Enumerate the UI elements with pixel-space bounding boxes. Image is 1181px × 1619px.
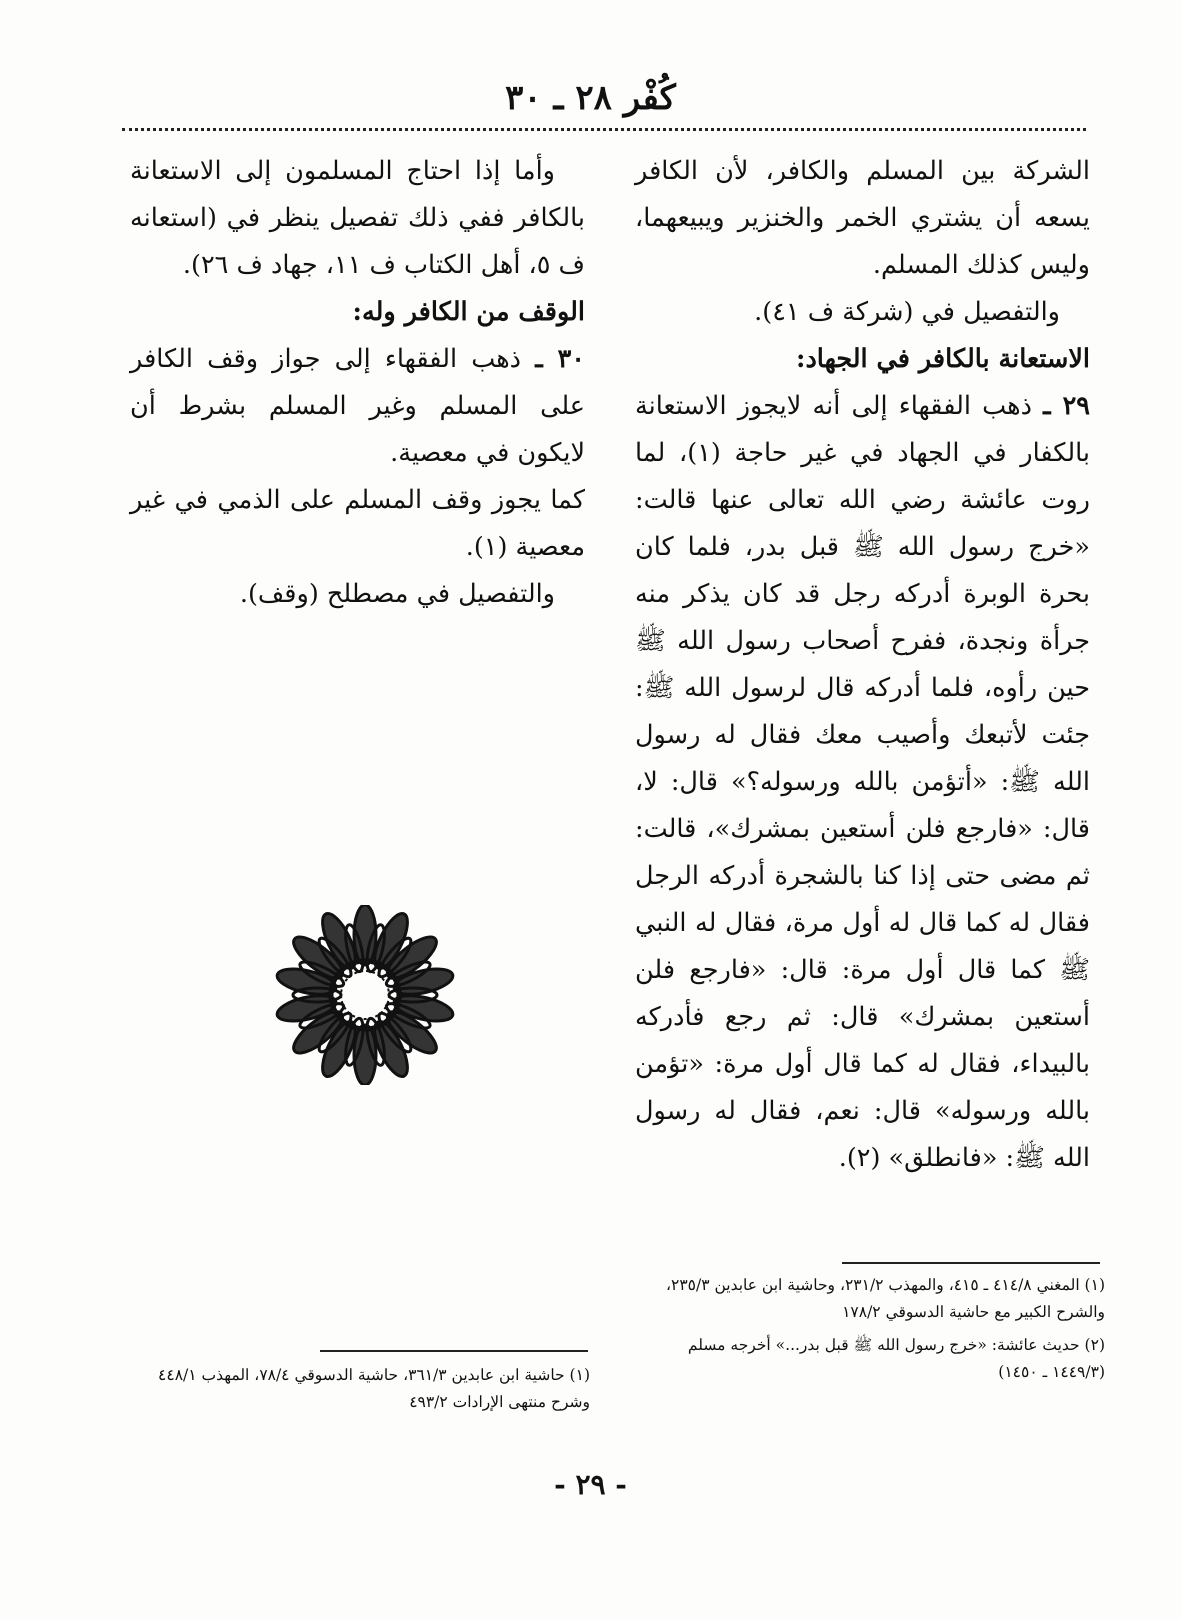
left-paragraph-4: والتفصيل في مصطلح (وقف). [239, 579, 555, 609]
footnote-rule-left [320, 1350, 588, 1352]
right-paragraph-2: والتفصيل في (شركة ف ٤١). [754, 297, 1060, 327]
right-paragraph-29 [635, 383, 1090, 1182]
footnotes-left [135, 1362, 590, 1422]
left-section-heading: الوقف من الكافر وله: [352, 297, 585, 327]
header-dotted-rule [122, 128, 1086, 131]
paragraph-number-29: ٢٩ ـ [1043, 391, 1090, 421]
footnote-rule-right [842, 1262, 1100, 1264]
footnotes-right [655, 1272, 1105, 1392]
page-header-title: كُفْر ٢٨ ـ ٣٠ [505, 78, 676, 118]
right-section-heading: الاستعانة بالكافر في الجهاد: [796, 344, 1090, 374]
footnote-right-2: (٢) حديث عائشة: «خرج رسول الله ﷺ قبل بدر...» أخرجه مسلم (١٤٤٩/٣ ـ ١٤٥٠) [687, 1336, 1105, 1381]
left-column [130, 148, 585, 618]
page-number: - ٢٩ - [554, 1468, 627, 1501]
right-paragraph-1: الشركة بين المسلم والكافر، لأن الكافر يسعه أن يشتري الخمر والخنزير ويبيعهما، وليس كذلك المسلم. [635, 156, 1090, 280]
right-column [635, 148, 1090, 1182]
left-paragraph-1: وأما إذا احتاج المسلمون إلى الاستعانة بالكافر ففي ذلك تفصيل ينظر في (استعانه ف ٥، أهل الكتاب ف ١١، جهاد ف ٢٦). [130, 156, 585, 280]
left-paragraph-30-text: ذهب الفقهاء إلى جواز وقف الكافر على المسلم وغير المسلم بشرط أن لايكون في معصية. [130, 344, 585, 468]
left-paragraph-3: كما يجوز وقف المسلم على الذمي في غير معصية (١). [130, 485, 585, 562]
footnote-left-1: (١) حاشية ابن عابدين ٣٦١/٣، حاشية الدسوقي ٧٨/٤، المهذب ٤٤٨/١ وشرح منتهى الإرادات ٤٩٣/٢ [158, 1366, 590, 1411]
footnote-right-1: (١) المغني ٤١٤/٨ ـ ٤١٥، والمهذب ٢٣١/٢، وحاشية ابن عابدين ٢٣٥/٣، والشرح الكبير مع حاشية الدسوقي ١٧٨/٢ [665, 1276, 1105, 1321]
right-paragraph-29-text: ذهب الفقهاء إلى أنه لايجوز الاستعانة بالكفار في الجهاد في غير حاجة (١)، لما روت عائشة رضي الله تعالى عنها قالت: «خرج رسول الله ﷺ قبل بدر، فلما كان بحرة الوبرة أدركه رجل قد كان يذكر منه جرأة ونجدة، ففرح أصحاب رسول الله ﷺ حين رأوه، فلما أدركه قال لرسول الله ﷺ: جئت لأتبعك وأصيب معك فقال له رسول الله ﷺ: «أتؤمن بالله ورسوله؟» قال: لا، قال: «فارجع فلن أستعين بمشرك»، قالت: ثم مضى حتى إذا كنا بالشجرة أدركه الرجل فقال له كما قال له أول مرة، فقال له النبي ﷺ كما قال أول مرة: قال: «فارجع فلن أستعين بمشرك» قال: ثم رجع فأدركه بالبيداء، فقال له كما قال أول مرة: «تؤمن بالله ورسوله» قال: نعم، فقال له رسول الله ﷺ: «فانطلق» (٢). [635, 391, 1090, 1173]
star-rosette-ornament-icon [275, 905, 455, 1085]
left-paragraph-30 [130, 336, 585, 477]
paragraph-number-30: ٣٠ ـ [535, 344, 585, 374]
